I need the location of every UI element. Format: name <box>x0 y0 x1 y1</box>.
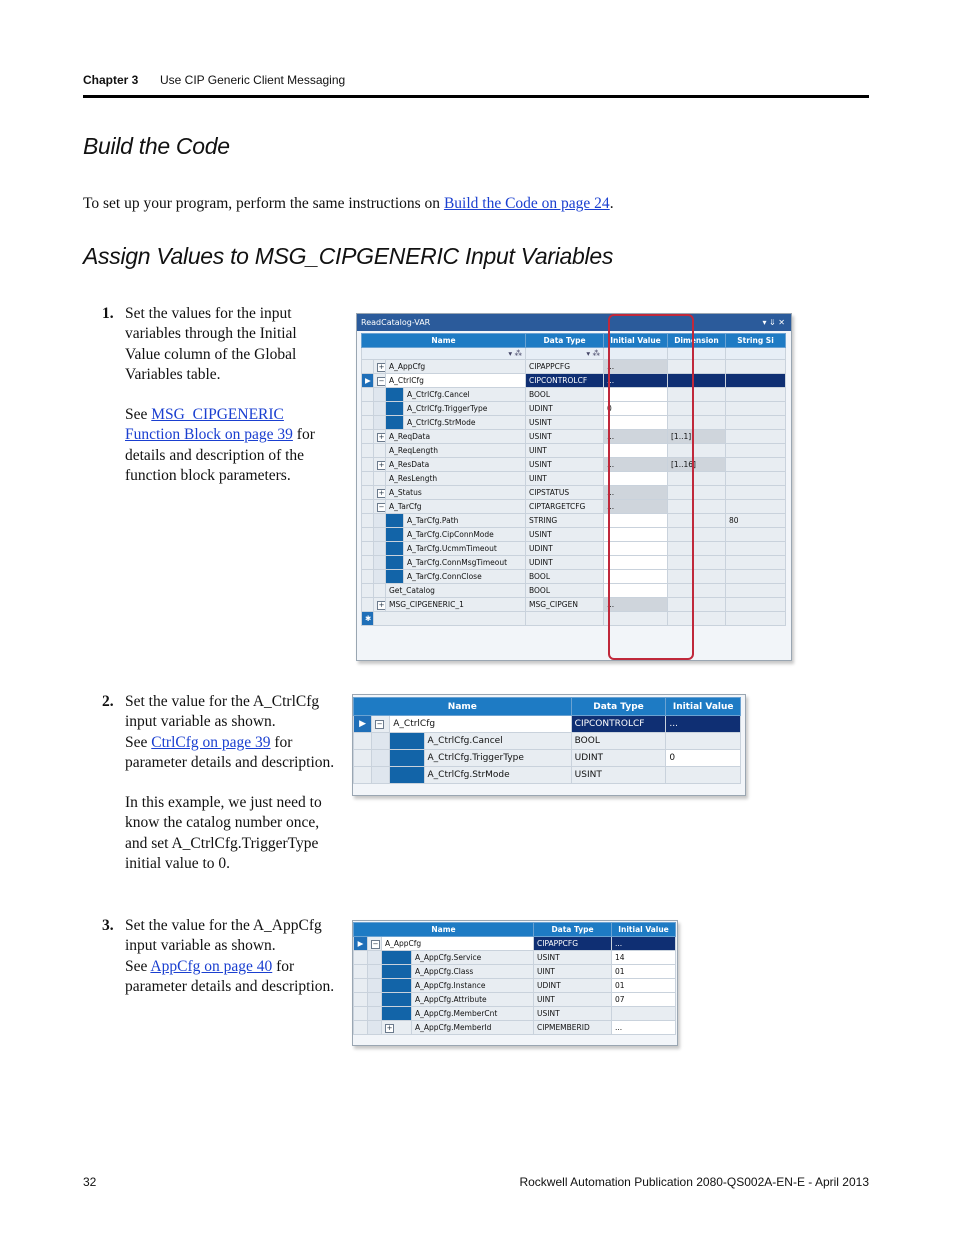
data-type[interactable]: USINT <box>526 416 604 430</box>
expand-icon[interactable]: + <box>378 432 385 441</box>
indent-cell <box>368 1007 382 1021</box>
var-name[interactable]: A_CtrlCfg.StrMode <box>424 767 571 784</box>
step-after-text: for parameter details and description. <box>125 733 335 771</box>
window-controls-icon[interactable]: ▾ ⇓ ✕ <box>762 318 785 327</box>
string-size[interactable]: 80 <box>726 514 786 528</box>
empty-cell <box>526 612 604 626</box>
column-header-string-size[interactable]: String Si <box>726 334 786 348</box>
see-label: See <box>125 733 148 751</box>
initial-value[interactable]: 0 <box>604 402 668 416</box>
appcfg-table <box>353 922 676 1035</box>
data-type[interactable]: UINT <box>526 444 604 458</box>
var-name[interactable]: A_Status <box>386 486 526 500</box>
string-size[interactable] <box>726 374 786 388</box>
table-row[interactable] <box>354 716 741 733</box>
section-heading-assign: Assign Values to MSG_CIPGENERIC Input Variables <box>83 243 614 269</box>
column-header-name[interactable]: Name <box>362 334 526 348</box>
var-name[interactable]: A_CtrlCfg.Cancel <box>404 388 526 402</box>
expander-cell[interactable] <box>374 584 386 598</box>
table-row[interactable] <box>362 430 786 444</box>
row-pointer[interactable] <box>354 767 372 784</box>
expander-cell[interactable] <box>374 486 386 500</box>
row-pointer[interactable] <box>354 993 368 1007</box>
expander-cell[interactable] <box>374 444 386 458</box>
expand-icon[interactable]: + <box>378 460 385 469</box>
var-name[interactable]: A_TarCfg.ConnClose <box>404 570 526 584</box>
step-text-block <box>125 304 335 486</box>
build-text: To set up your program, perform the same instructions on <box>83 195 441 212</box>
data-type[interactable]: CIPAPPCFG <box>534 937 612 951</box>
table-header-row <box>362 334 786 348</box>
row-pointer[interactable] <box>362 458 374 472</box>
indent-cell <box>368 979 382 993</box>
dimension[interactable]: [1..1] <box>668 430 726 444</box>
var-name[interactable]: A_TarCfg.UcmmTimeout <box>404 542 526 556</box>
initial-value[interactable]: ... <box>604 360 668 374</box>
data-type[interactable]: USINT <box>526 528 604 542</box>
var-name[interactable]: A_ResLength <box>386 472 526 486</box>
string-size[interactable] <box>726 444 786 458</box>
build-code-link[interactable]: Build the Code on page 24 <box>443 195 610 212</box>
indent-marker <box>386 542 404 556</box>
data-type[interactable]: UDINT <box>534 979 612 993</box>
initial-value[interactable]: 0 <box>666 750 741 767</box>
expand-icon[interactable]: − <box>378 376 385 385</box>
table-row[interactable] <box>362 528 786 542</box>
data-type[interactable]: USINT <box>534 1007 612 1021</box>
step-text: Set the value for the A_AppCfg input variable as shown. <box>125 917 322 955</box>
table-row[interactable] <box>362 584 786 598</box>
string-size[interactable] <box>726 458 786 472</box>
table-row[interactable] <box>362 416 786 430</box>
row-pointer[interactable]: ▶ <box>354 716 372 733</box>
step-number: 3. <box>102 917 114 934</box>
var-name[interactable]: A_AppCfg.Attribute <box>412 993 534 1007</box>
expander-cell[interactable] <box>374 458 386 472</box>
indent-cell <box>374 402 386 416</box>
indent-cell <box>368 965 382 979</box>
expander-cell[interactable] <box>374 472 386 486</box>
row-pointer[interactable] <box>362 584 374 598</box>
new-row-star-icon[interactable]: ✱ <box>362 612 374 626</box>
string-size[interactable] <box>726 360 786 374</box>
row-pointer[interactable] <box>354 951 368 965</box>
var-name[interactable]: A_CtrlCfg.Cancel <box>424 733 571 750</box>
filter-icon[interactable]: ▾ ⁂ <box>362 348 526 360</box>
header-rule <box>83 95 869 98</box>
var-name[interactable]: A_TarCfg.ConnMsgTimeout <box>404 556 526 570</box>
indent-marker <box>390 750 424 767</box>
column-header-type[interactable]: Data Type <box>571 698 666 716</box>
var-name[interactable]: A_TarCfg.CipConnMode <box>404 528 526 542</box>
initial-value[interactable] <box>612 1007 676 1021</box>
indent-cell <box>372 733 390 750</box>
step-text: Set the value for the A_CtrlCfg input variable as shown. <box>125 693 320 731</box>
step-number: 1. <box>102 305 114 322</box>
step-after-text: for parameter details and description. <box>125 957 335 995</box>
string-size[interactable] <box>726 570 786 584</box>
initial-value[interactable]: 01 <box>612 965 676 979</box>
indent-cell <box>374 570 386 584</box>
row-pointer[interactable] <box>362 542 374 556</box>
table-row[interactable] <box>362 514 786 528</box>
publication-info: Rockwell Automation Publication 2080-QS002A-EN-E - April 2013 <box>519 1175 869 1189</box>
initial-value[interactable] <box>666 767 741 784</box>
string-size[interactable] <box>726 598 786 612</box>
new-row[interactable] <box>362 612 786 626</box>
collapse-icon[interactable]: − <box>372 939 379 948</box>
indent-marker <box>382 1021 412 1035</box>
indent-cell <box>374 388 386 402</box>
indent-cell <box>368 993 382 1007</box>
string-size[interactable] <box>726 556 786 570</box>
indent-cell <box>374 514 386 528</box>
step-text: Set the values for the input variables through the Initial Value column of the Global Variables table. <box>125 305 297 383</box>
table-row[interactable] <box>362 388 786 402</box>
column-header-dimension[interactable]: Dimension <box>668 334 726 348</box>
appcfg-link[interactable]: AppCfg on page 40 <box>150 957 273 975</box>
data-type[interactable]: CIPSTATUS <box>526 486 604 500</box>
table-row[interactable] <box>354 979 676 993</box>
table-header-row <box>354 923 676 937</box>
var-name[interactable]: A_AppCfg.Class <box>412 965 534 979</box>
data-type[interactable]: USINT <box>534 951 612 965</box>
column-header-initial[interactable]: Initial Value <box>612 923 676 937</box>
appcfg-screenshot <box>352 920 678 1046</box>
var-name[interactable]: MSG_CIPGENERIC_1 <box>386 598 526 612</box>
build-paragraph <box>83 195 614 213</box>
string-size[interactable] <box>726 528 786 542</box>
var-name[interactable]: A_ResData <box>386 458 526 472</box>
indent-cell <box>368 951 382 965</box>
indent-marker <box>386 570 404 584</box>
var-name[interactable]: A_CtrlCfg <box>390 716 571 733</box>
indent-marker <box>386 402 404 416</box>
ctrlcfg-link[interactable]: CtrlCfg on page 39 <box>151 733 271 751</box>
var-name[interactable]: A_ReqLength <box>386 444 526 458</box>
grid-title: ReadCatalog-VAR <box>361 318 431 327</box>
step-after-text: for details and description of the function block parameters. <box>125 426 315 485</box>
data-type[interactable]: BOOL <box>526 570 604 584</box>
row-pointer[interactable] <box>354 965 368 979</box>
table-row[interactable] <box>362 360 786 374</box>
expand-icon[interactable]: + <box>378 362 385 371</box>
expand-icon[interactable]: − <box>378 502 385 511</box>
data-type[interactable]: UDINT <box>526 402 604 416</box>
var-name[interactable]: A_CtrlCfg.StrMode <box>404 416 526 430</box>
var-name[interactable]: A_ReqData <box>386 430 526 444</box>
expander-cell[interactable] <box>372 716 390 733</box>
indent-marker <box>386 416 404 430</box>
data-type[interactable]: CIPAPPCFG <box>526 360 604 374</box>
row-pointer[interactable] <box>354 733 372 750</box>
data-type[interactable]: CIPCONTROLCF <box>526 374 604 388</box>
initial-value[interactable]: ... <box>604 374 668 388</box>
indent-cell <box>374 556 386 570</box>
expander-cell[interactable] <box>374 430 386 444</box>
chapter-title: Use CIP Generic Client Messaging <box>160 73 346 87</box>
expander-cell[interactable] <box>374 360 386 374</box>
expander-cell[interactable] <box>374 374 386 388</box>
string-size[interactable] <box>726 500 786 514</box>
column-header-type[interactable]: Data Type <box>526 334 604 348</box>
string-size[interactable] <box>726 542 786 556</box>
indent-cell <box>368 1021 382 1035</box>
row-pointer[interactable] <box>362 444 374 458</box>
row-pointer[interactable] <box>354 979 368 993</box>
table-row[interactable] <box>362 472 786 486</box>
string-size[interactable] <box>726 416 786 430</box>
table-row[interactable] <box>362 444 786 458</box>
string-size[interactable] <box>726 430 786 444</box>
expand-icon[interactable]: + <box>386 1023 393 1032</box>
indent-cell <box>374 416 386 430</box>
var-name[interactable]: A_AppCfg <box>386 360 526 374</box>
data-type[interactable]: USINT <box>526 430 604 444</box>
initial-value[interactable]: ... <box>604 500 668 514</box>
expander-cell[interactable] <box>374 598 386 612</box>
row-pointer[interactable] <box>362 360 374 374</box>
string-size[interactable] <box>726 584 786 598</box>
data-type[interactable]: CIPMEMBERID <box>534 1021 612 1035</box>
table-row[interactable] <box>362 542 786 556</box>
table-row[interactable] <box>354 733 741 750</box>
var-name[interactable]: A_CtrlCfg <box>386 374 526 388</box>
data-type[interactable]: UINT <box>526 472 604 486</box>
data-type[interactable]: UINT <box>534 993 612 1007</box>
initial-value[interactable]: ... <box>604 430 668 444</box>
indent-marker <box>382 965 412 979</box>
global-variables-table <box>361 333 786 626</box>
expander-cell[interactable] <box>368 937 382 951</box>
chapter-label: Chapter 3 <box>83 73 139 87</box>
var-name[interactable]: Get_Catalog <box>386 584 526 598</box>
indent-cell <box>374 542 386 556</box>
table-row[interactable] <box>362 486 786 500</box>
table-row[interactable] <box>362 374 786 388</box>
row-pointer[interactable] <box>362 528 374 542</box>
data-type[interactable]: CIPCONTROLCF <box>571 716 666 733</box>
row-pointer[interactable] <box>362 388 374 402</box>
row-pointer[interactable] <box>362 430 374 444</box>
empty-cell <box>726 612 786 626</box>
data-type[interactable]: UDINT <box>571 750 666 767</box>
string-size[interactable] <box>726 402 786 416</box>
row-pointer[interactable] <box>354 1021 368 1035</box>
table-row[interactable] <box>362 556 786 570</box>
indent-cell <box>372 750 390 767</box>
data-type[interactable]: MSG_CIPGEN <box>526 598 604 612</box>
global-variables-screenshot <box>356 313 792 661</box>
column-header-initial[interactable]: Initial Value <box>604 334 668 348</box>
data-type[interactable]: USINT <box>526 458 604 472</box>
initial-value[interactable]: 07 <box>612 993 676 1007</box>
page-number: 32 <box>83 1175 97 1189</box>
row-pointer[interactable]: ▶ <box>362 374 374 388</box>
string-size[interactable] <box>726 486 786 500</box>
data-type[interactable]: UDINT <box>526 556 604 570</box>
row-pointer[interactable] <box>362 472 374 486</box>
data-type[interactable]: BOOL <box>571 733 666 750</box>
indent-marker <box>386 528 404 542</box>
row-pointer[interactable] <box>362 486 374 500</box>
var-name[interactable]: A_TarCfg.Path <box>404 514 526 528</box>
row-pointer[interactable] <box>362 500 374 514</box>
expand-icon[interactable]: + <box>378 488 385 497</box>
var-name[interactable]: A_AppCfg.Service <box>412 951 534 965</box>
step-number: 2. <box>102 693 114 710</box>
indent-marker <box>382 951 412 965</box>
var-name[interactable]: A_CtrlCfg.TriggerType <box>404 402 526 416</box>
initial-value[interactable]: ... <box>612 1021 676 1035</box>
string-size[interactable] <box>726 388 786 402</box>
data-type[interactable]: UINT <box>534 965 612 979</box>
step-extra-text: In this example, we just need to know the catalog number once, and set A_CtrlCfg.TriggerType initial value to 0. <box>125 794 322 873</box>
table-header-row <box>354 698 741 716</box>
initial-value[interactable]: 01 <box>612 979 676 993</box>
table-row[interactable] <box>362 598 786 612</box>
data-type[interactable]: UDINT <box>526 542 604 556</box>
collapse-icon[interactable]: − <box>376 720 383 728</box>
table-row[interactable] <box>354 937 676 951</box>
data-type[interactable]: BOOL <box>526 584 604 598</box>
row-pointer[interactable] <box>362 416 374 430</box>
row-pointer[interactable] <box>362 514 374 528</box>
var-name[interactable]: A_CtrlCfg.TriggerType <box>424 750 571 767</box>
table-row[interactable] <box>354 767 741 784</box>
table-row[interactable] <box>362 458 786 472</box>
table-row[interactable] <box>354 951 676 965</box>
row-pointer[interactable] <box>354 1007 368 1021</box>
row-pointer[interactable] <box>362 570 374 584</box>
indent-cell <box>372 767 390 784</box>
initial-value[interactable]: ... <box>604 458 668 472</box>
column-header-name[interactable]: Name <box>354 923 534 937</box>
string-size[interactable] <box>726 472 786 486</box>
column-header-initial[interactable]: Initial Value <box>666 698 741 716</box>
indent-marker <box>382 979 412 993</box>
indent-marker <box>382 993 412 1007</box>
ctrlcfg-screenshot <box>352 694 746 796</box>
initial-value[interactable]: ... <box>604 598 668 612</box>
table-row[interactable] <box>362 500 786 514</box>
row-pointer[interactable] <box>362 598 374 612</box>
row-pointer[interactable] <box>362 402 374 416</box>
table-row[interactable] <box>354 965 676 979</box>
var-name[interactable]: A_AppCfg.Instance <box>412 979 534 993</box>
expander-cell[interactable] <box>374 500 386 514</box>
var-name[interactable]: A_AppCfg.MemberCnt <box>412 1007 534 1021</box>
initial-value[interactable]: 14 <box>612 951 676 965</box>
table-row[interactable] <box>362 402 786 416</box>
initial-value[interactable] <box>666 733 741 750</box>
grid-title-bar <box>357 314 791 331</box>
row-pointer[interactable]: ▶ <box>354 937 368 951</box>
step-text-block <box>125 916 335 997</box>
see-label: See <box>125 406 148 424</box>
data-type[interactable]: CIPTARGETCFG <box>526 500 604 514</box>
initial-value[interactable]: ... <box>666 716 741 733</box>
step-text-block <box>125 692 335 874</box>
initial-value-highlight <box>608 314 694 660</box>
msg-cipgeneric-link[interactable]: MSG_CIPGENERIC Function Block on page 39 <box>125 406 293 444</box>
table-row[interactable] <box>354 1021 676 1035</box>
build-text-end: . <box>609 195 614 212</box>
var-name[interactable]: A_AppCfg.MemberId <box>412 1021 534 1035</box>
row-pointer[interactable] <box>362 556 374 570</box>
column-header-name[interactable]: Name <box>354 698 572 716</box>
table-row[interactable] <box>362 570 786 584</box>
see-label: See <box>125 957 148 975</box>
filter-icon[interactable]: ▾ ⁂ <box>526 348 604 360</box>
indent-marker <box>382 1007 412 1021</box>
indent-marker <box>386 514 404 528</box>
empty-cell <box>374 612 526 626</box>
section-heading-build: Build the Code <box>83 133 230 159</box>
data-type[interactable]: USINT <box>571 767 666 784</box>
data-type[interactable]: BOOL <box>526 388 604 402</box>
indent-marker <box>386 388 404 402</box>
ctrlcfg-table <box>353 697 741 784</box>
var-name[interactable]: A_TarCfg <box>386 500 526 514</box>
dimension[interactable]: [1..16] <box>668 458 726 472</box>
filter-row <box>362 348 786 360</box>
initial-value[interactable]: ... <box>612 937 676 951</box>
table-row[interactable] <box>354 750 741 767</box>
indent-marker <box>386 556 404 570</box>
var-name[interactable]: A_AppCfg <box>382 937 534 951</box>
indent-marker <box>390 767 424 784</box>
indent-cell <box>374 528 386 542</box>
table-row[interactable] <box>354 1007 676 1021</box>
expand-icon[interactable]: + <box>378 600 385 609</box>
initial-value[interactable]: ... <box>604 486 668 500</box>
indent-marker <box>390 733 424 750</box>
row-pointer[interactable] <box>354 750 372 767</box>
column-header-type[interactable]: Data Type <box>534 923 612 937</box>
table-row[interactable] <box>354 993 676 1007</box>
data-type[interactable]: STRING <box>526 514 604 528</box>
